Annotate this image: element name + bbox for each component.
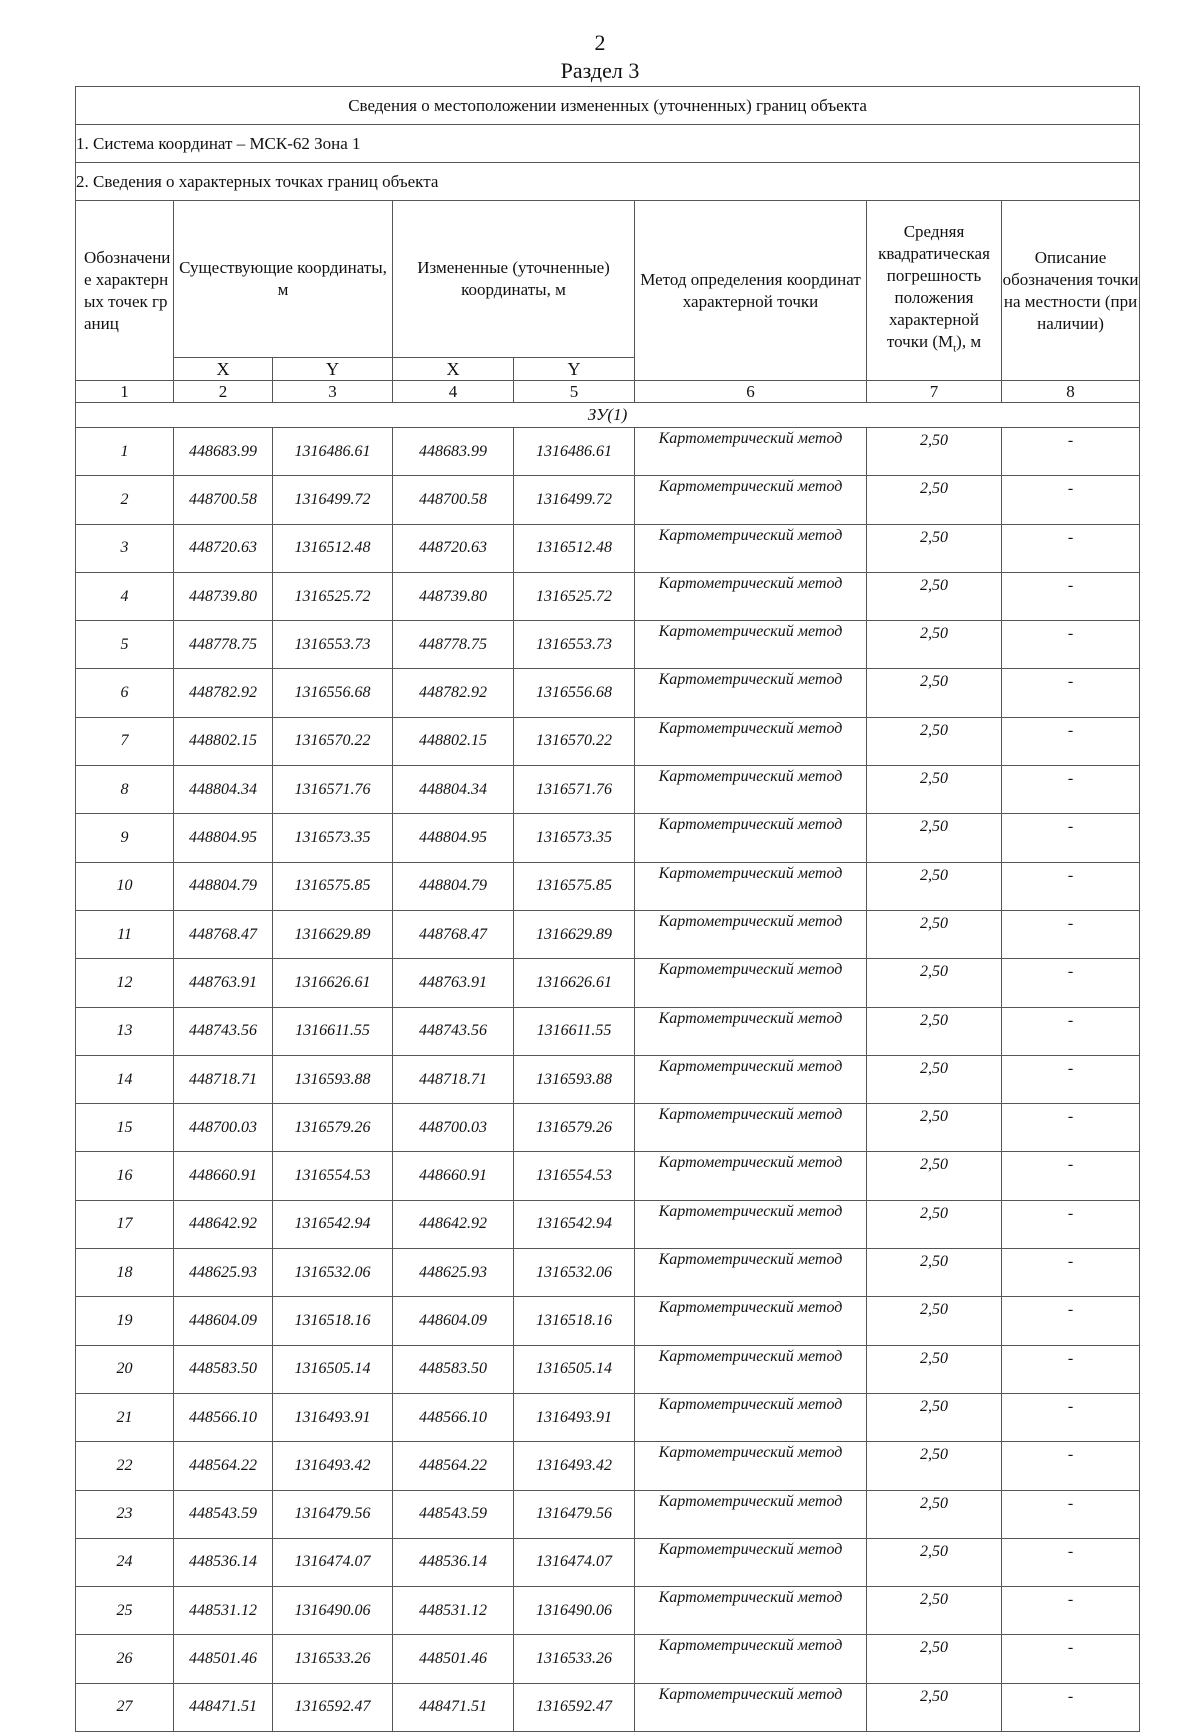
description-cell: - [1002,1345,1140,1393]
point-number-cell: 26 [76,1635,174,1683]
existing-y-cell: 1316553.73 [273,621,393,669]
accuracy-cell: 2,50 [867,862,1002,910]
description-cell: - [1002,1635,1140,1683]
table-row [76,524,1140,572]
column-number: 8 [1002,381,1140,403]
accuracy-cell: 2,50 [867,1152,1002,1200]
header-accuracy-sub: t [953,342,957,355]
changed-x-cell: 448804.95 [393,814,514,862]
changed-y-cell: 1316626.61 [514,959,635,1007]
table-row [76,1490,1140,1538]
changed-y-cell: 1316579.26 [514,1104,635,1152]
existing-x-cell: 448739.80 [174,572,273,620]
column-number: 2 [174,381,273,403]
header-method: Метод определения координат характерной точки [635,201,867,381]
accuracy-cell: 2,50 [867,717,1002,765]
existing-x-cell: 448804.34 [174,766,273,814]
column-number: 4 [393,381,514,403]
existing-x-cell: 448471.51 [174,1683,273,1731]
changed-x-cell: 448660.91 [393,1152,514,1200]
description-cell: - [1002,1055,1140,1103]
method-cell: Картометрический метод [635,1587,867,1635]
existing-y-cell: 1316556.68 [273,669,393,717]
accuracy-cell: 2,50 [867,669,1002,717]
column-number: 5 [514,381,635,403]
table-row [76,1297,1140,1345]
table-banner: Сведения о местоположении измененных (уточненных) границ объекта [76,87,1140,125]
changed-x-cell: 448531.12 [393,1587,514,1635]
point-number-cell: 18 [76,1249,174,1297]
table-row [76,1200,1140,1248]
changed-x-cell: 448802.15 [393,717,514,765]
accuracy-cell: 2,50 [867,910,1002,958]
table-row [76,1055,1140,1103]
method-cell: Картометрический метод [635,1345,867,1393]
table-row [76,1104,1140,1152]
table-row [76,1152,1140,1200]
existing-x-cell: 448782.92 [174,669,273,717]
table-row [76,1635,1140,1683]
changed-x-cell: 448536.14 [393,1538,514,1586]
description-cell: - [1002,1007,1140,1055]
table-row [76,476,1140,524]
coordinate-system: 1. Система координат – МСК-62 Зона 1 [76,125,1140,163]
changed-y-cell: 1316474.07 [514,1538,635,1586]
method-cell: Картометрический метод [635,959,867,1007]
changed-y-cell: 1316556.68 [514,669,635,717]
accuracy-cell: 2,50 [867,1393,1002,1441]
description-cell: - [1002,959,1140,1007]
description-cell: - [1002,1200,1140,1248]
description-cell: - [1002,1104,1140,1152]
method-cell: Картометрический метод [635,910,867,958]
existing-x-cell: 448683.99 [174,428,273,476]
description-cell: - [1002,766,1140,814]
boundary-points-table [75,86,1140,1732]
description-cell: - [1002,1587,1140,1635]
point-number-cell: 12 [76,959,174,1007]
existing-y-cell: 1316525.72 [273,572,393,620]
accuracy-cell: 2,50 [867,1345,1002,1393]
accuracy-cell: 2,50 [867,1200,1002,1248]
changed-x-cell: 448768.47 [393,910,514,958]
description-cell: - [1002,862,1140,910]
description-cell: - [1002,1683,1140,1731]
description-cell: - [1002,621,1140,669]
method-cell: Картометрический метод [635,1249,867,1297]
description-cell: - [1002,1152,1140,1200]
method-cell: Картометрический метод [635,1007,867,1055]
existing-x-cell: 448804.79 [174,862,273,910]
description-cell: - [1002,717,1140,765]
description-cell: - [1002,1249,1140,1297]
changed-y-cell: 1316575.85 [514,862,635,910]
accuracy-cell: 2,50 [867,428,1002,476]
point-number-cell: 4 [76,572,174,620]
header-accuracy-tail: ), м [956,332,982,352]
method-cell: Картометрический метод [635,814,867,862]
point-number-cell: 9 [76,814,174,862]
changed-y-cell: 1316490.06 [514,1587,635,1635]
accuracy-cell: 2,50 [867,1007,1002,1055]
existing-x-cell: 448802.15 [174,717,273,765]
table-row [76,572,1140,620]
existing-x-cell: 448604.09 [174,1297,273,1345]
accuracy-cell: 2,50 [867,524,1002,572]
changed-x-cell: 448778.75 [393,621,514,669]
accuracy-cell: 2,50 [867,1055,1002,1103]
header-accuracy-main: Средняя квадратическая погрешность положения характерной точки (M [878,222,990,352]
changed-y-cell: 1316512.48 [514,524,635,572]
column-number: 6 [635,381,867,403]
method-cell: Картометрический метод [635,1635,867,1683]
changed-y-cell: 1316493.91 [514,1393,635,1441]
accuracy-cell: 2,50 [867,621,1002,669]
changed-x-cell: 448700.58 [393,476,514,524]
existing-x-cell: 448660.91 [174,1152,273,1200]
accuracy-cell: 2,50 [867,572,1002,620]
existing-y-cell: 1316626.61 [273,959,393,1007]
point-number-cell: 13 [76,1007,174,1055]
existing-x-cell: 448583.50 [174,1345,273,1393]
description-cell: - [1002,428,1140,476]
changed-y-cell: 1316593.88 [514,1055,635,1103]
changed-x-cell: 448683.99 [393,428,514,476]
method-cell: Картометрический метод [635,1297,867,1345]
existing-y-cell: 1316474.07 [273,1538,393,1586]
changed-x-cell: 448720.63 [393,524,514,572]
existing-x-cell: 448566.10 [174,1393,273,1441]
existing-y-cell: 1316592.47 [273,1683,393,1731]
table-row [76,1249,1140,1297]
table-row [76,1587,1140,1635]
changed-y-cell: 1316533.26 [514,1635,635,1683]
changed-x-cell: 448739.80 [393,572,514,620]
table-row [76,1538,1140,1586]
existing-x-cell: 448531.12 [174,1587,273,1635]
header-y-changed: Y [514,358,635,381]
changed-y-cell: 1316486.61 [514,428,635,476]
changed-x-cell: 448566.10 [393,1393,514,1441]
existing-x-cell: 448700.58 [174,476,273,524]
changed-x-cell: 448642.92 [393,1200,514,1248]
point-number-cell: 23 [76,1490,174,1538]
existing-y-cell: 1316532.06 [273,1249,393,1297]
method-cell: Картометрический метод [635,717,867,765]
accuracy-cell: 2,50 [867,814,1002,862]
accuracy-cell: 2,50 [867,1538,1002,1586]
accuracy-cell: 2,50 [867,1297,1002,1345]
changed-y-cell: 1316493.42 [514,1442,635,1490]
existing-x-cell: 448804.95 [174,814,273,862]
method-cell: Картометрический метод [635,428,867,476]
description-cell: - [1002,814,1140,862]
accuracy-cell: 2,50 [867,476,1002,524]
header-description: Описание обозначения точки на местности (при наличии) [1002,201,1140,381]
table-row [76,766,1140,814]
point-number-cell: 6 [76,669,174,717]
table-row [76,910,1140,958]
column-number: 1 [76,381,174,403]
table-row [76,1007,1140,1055]
existing-y-cell: 1316533.26 [273,1635,393,1683]
changed-x-cell: 448718.71 [393,1055,514,1103]
point-number-cell: 15 [76,1104,174,1152]
method-cell: Картометрический метод [635,621,867,669]
existing-y-cell: 1316490.06 [273,1587,393,1635]
changed-x-cell: 448804.79 [393,862,514,910]
table-row [76,1345,1140,1393]
existing-x-cell: 448625.93 [174,1249,273,1297]
table-row [76,1442,1140,1490]
method-cell: Картометрический метод [635,1200,867,1248]
changed-x-cell: 448471.51 [393,1683,514,1731]
method-cell: Картометрический метод [635,1055,867,1103]
changed-y-cell: 1316553.73 [514,621,635,669]
existing-y-cell: 1316575.85 [273,862,393,910]
existing-x-cell: 448501.46 [174,1635,273,1683]
description-cell: - [1002,476,1140,524]
method-cell: Картометрический метод [635,766,867,814]
changed-y-cell: 1316479.56 [514,1490,635,1538]
changed-x-cell: 448564.22 [393,1442,514,1490]
table-row [76,862,1140,910]
changed-y-cell: 1316554.53 [514,1152,635,1200]
method-cell: Картометрический метод [635,1104,867,1152]
point-number-cell: 22 [76,1442,174,1490]
changed-y-cell: 1316611.55 [514,1007,635,1055]
existing-x-cell: 448718.71 [174,1055,273,1103]
column-number: 3 [273,381,393,403]
accuracy-cell: 2,50 [867,1249,1002,1297]
changed-x-cell: 448543.59 [393,1490,514,1538]
changed-y-cell: 1316592.47 [514,1683,635,1731]
changed-y-cell: 1316518.16 [514,1297,635,1345]
existing-x-cell: 448768.47 [174,910,273,958]
point-number-cell: 14 [76,1055,174,1103]
existing-x-cell: 448543.59 [174,1490,273,1538]
changed-y-cell: 1316573.35 [514,814,635,862]
changed-y-cell: 1316542.94 [514,1200,635,1248]
existing-x-cell: 448642.92 [174,1200,273,1248]
page-number: 2 [594,30,606,55]
table-row [76,1683,1140,1731]
existing-y-cell: 1316554.53 [273,1152,393,1200]
changed-x-cell: 448763.91 [393,959,514,1007]
accuracy-cell: 2,50 [867,959,1002,1007]
point-number-cell: 2 [76,476,174,524]
existing-x-cell: 448720.63 [174,524,273,572]
point-number-cell: 27 [76,1683,174,1731]
existing-y-cell: 1316512.48 [273,524,393,572]
changed-x-cell: 448625.93 [393,1249,514,1297]
point-number-cell: 10 [76,862,174,910]
existing-x-cell: 448778.75 [174,621,273,669]
changed-y-cell: 1316571.76 [514,766,635,814]
existing-y-cell: 1316573.35 [273,814,393,862]
header-changed-coords: Измененные (уточненные) координаты, м [393,201,635,358]
existing-x-cell: 448564.22 [174,1442,273,1490]
description-cell: - [1002,910,1140,958]
section-title: Раздел 3 [560,58,640,83]
method-cell: Картометрический метод [635,1538,867,1586]
existing-x-cell: 448536.14 [174,1538,273,1586]
method-cell: Картометрический метод [635,1683,867,1731]
existing-y-cell: 1316570.22 [273,717,393,765]
method-cell: Картометрический метод [635,1393,867,1441]
existing-y-cell: 1316499.72 [273,476,393,524]
header-existing-coords: Существующие координаты, м [174,201,393,358]
point-number-cell: 3 [76,524,174,572]
point-number-cell: 20 [76,1345,174,1393]
point-number-cell: 25 [76,1587,174,1635]
point-number-cell: 8 [76,766,174,814]
changed-x-cell: 448604.09 [393,1297,514,1345]
existing-y-cell: 1316493.42 [273,1442,393,1490]
point-number-cell: 17 [76,1200,174,1248]
table-row [76,669,1140,717]
point-number-cell: 1 [76,428,174,476]
table-row [76,1393,1140,1441]
header-x-changed: X [393,358,514,381]
existing-y-cell: 1316486.61 [273,428,393,476]
changed-x-cell: 448743.56 [393,1007,514,1055]
existing-y-cell: 1316571.76 [273,766,393,814]
accuracy-cell: 2,50 [867,1490,1002,1538]
accuracy-cell: 2,50 [867,1587,1002,1635]
accuracy-cell: 2,50 [867,1635,1002,1683]
method-cell: Картометрический метод [635,1442,867,1490]
method-cell: Картометрический метод [635,862,867,910]
method-cell: Картометрический метод [635,1490,867,1538]
method-cell: Картометрический метод [635,476,867,524]
method-cell: Картометрический метод [635,669,867,717]
changed-x-cell: 448700.03 [393,1104,514,1152]
changed-x-cell: 448583.50 [393,1345,514,1393]
description-cell: - [1002,524,1140,572]
accuracy-cell: 2,50 [867,1442,1002,1490]
point-number-cell: 16 [76,1152,174,1200]
changed-y-cell: 1316505.14 [514,1345,635,1393]
table-row [76,959,1140,1007]
header-accuracy [867,201,1002,381]
changed-x-cell: 448782.92 [393,669,514,717]
accuracy-cell: 2,50 [867,766,1002,814]
changed-y-cell: 1316532.06 [514,1249,635,1297]
description-cell: - [1002,1442,1140,1490]
changed-y-cell: 1316570.22 [514,717,635,765]
existing-x-cell: 448763.91 [174,959,273,1007]
point-number-cell: 7 [76,717,174,765]
header-y-existing: Y [273,358,393,381]
header-point-label: Обозначение характерных точек границ [76,201,174,381]
description-cell: - [1002,1538,1140,1586]
description-cell: - [1002,669,1140,717]
existing-y-cell: 1316629.89 [273,910,393,958]
point-number-cell: 11 [76,910,174,958]
accuracy-cell: 2,50 [867,1104,1002,1152]
table-row [76,428,1140,476]
existing-y-cell: 1316493.91 [273,1393,393,1441]
table-row [76,717,1140,765]
existing-y-cell: 1316579.26 [273,1104,393,1152]
changed-x-cell: 448804.34 [393,766,514,814]
existing-x-cell: 448743.56 [174,1007,273,1055]
description-cell: - [1002,572,1140,620]
point-number-cell: 21 [76,1393,174,1441]
table-row [76,621,1140,669]
changed-x-cell: 448501.46 [393,1635,514,1683]
point-number-cell: 19 [76,1297,174,1345]
point-number-cell: 24 [76,1538,174,1586]
description-cell: - [1002,1490,1140,1538]
changed-y-cell: 1316499.72 [514,476,635,524]
point-number-cell: 5 [76,621,174,669]
existing-y-cell: 1316611.55 [273,1007,393,1055]
zone-label: ЗУ(1) [76,403,1140,428]
existing-x-cell: 448700.03 [174,1104,273,1152]
method-cell: Картометрический метод [635,1152,867,1200]
existing-y-cell: 1316593.88 [273,1055,393,1103]
table-row [76,814,1140,862]
changed-y-cell: 1316629.89 [514,910,635,958]
existing-y-cell: 1316518.16 [273,1297,393,1345]
existing-y-cell: 1316505.14 [273,1345,393,1393]
existing-y-cell: 1316542.94 [273,1200,393,1248]
method-cell: Картометрический метод [635,524,867,572]
description-cell: - [1002,1297,1140,1345]
points-title: 2. Сведения о характерных точках границ объекта [76,163,1140,201]
description-cell: - [1002,1393,1140,1441]
changed-y-cell: 1316525.72 [514,572,635,620]
column-number: 7 [867,381,1002,403]
method-cell: Картометрический метод [635,572,867,620]
accuracy-cell: 2,50 [867,1683,1002,1731]
existing-y-cell: 1316479.56 [273,1490,393,1538]
header-x-existing: X [174,358,273,381]
